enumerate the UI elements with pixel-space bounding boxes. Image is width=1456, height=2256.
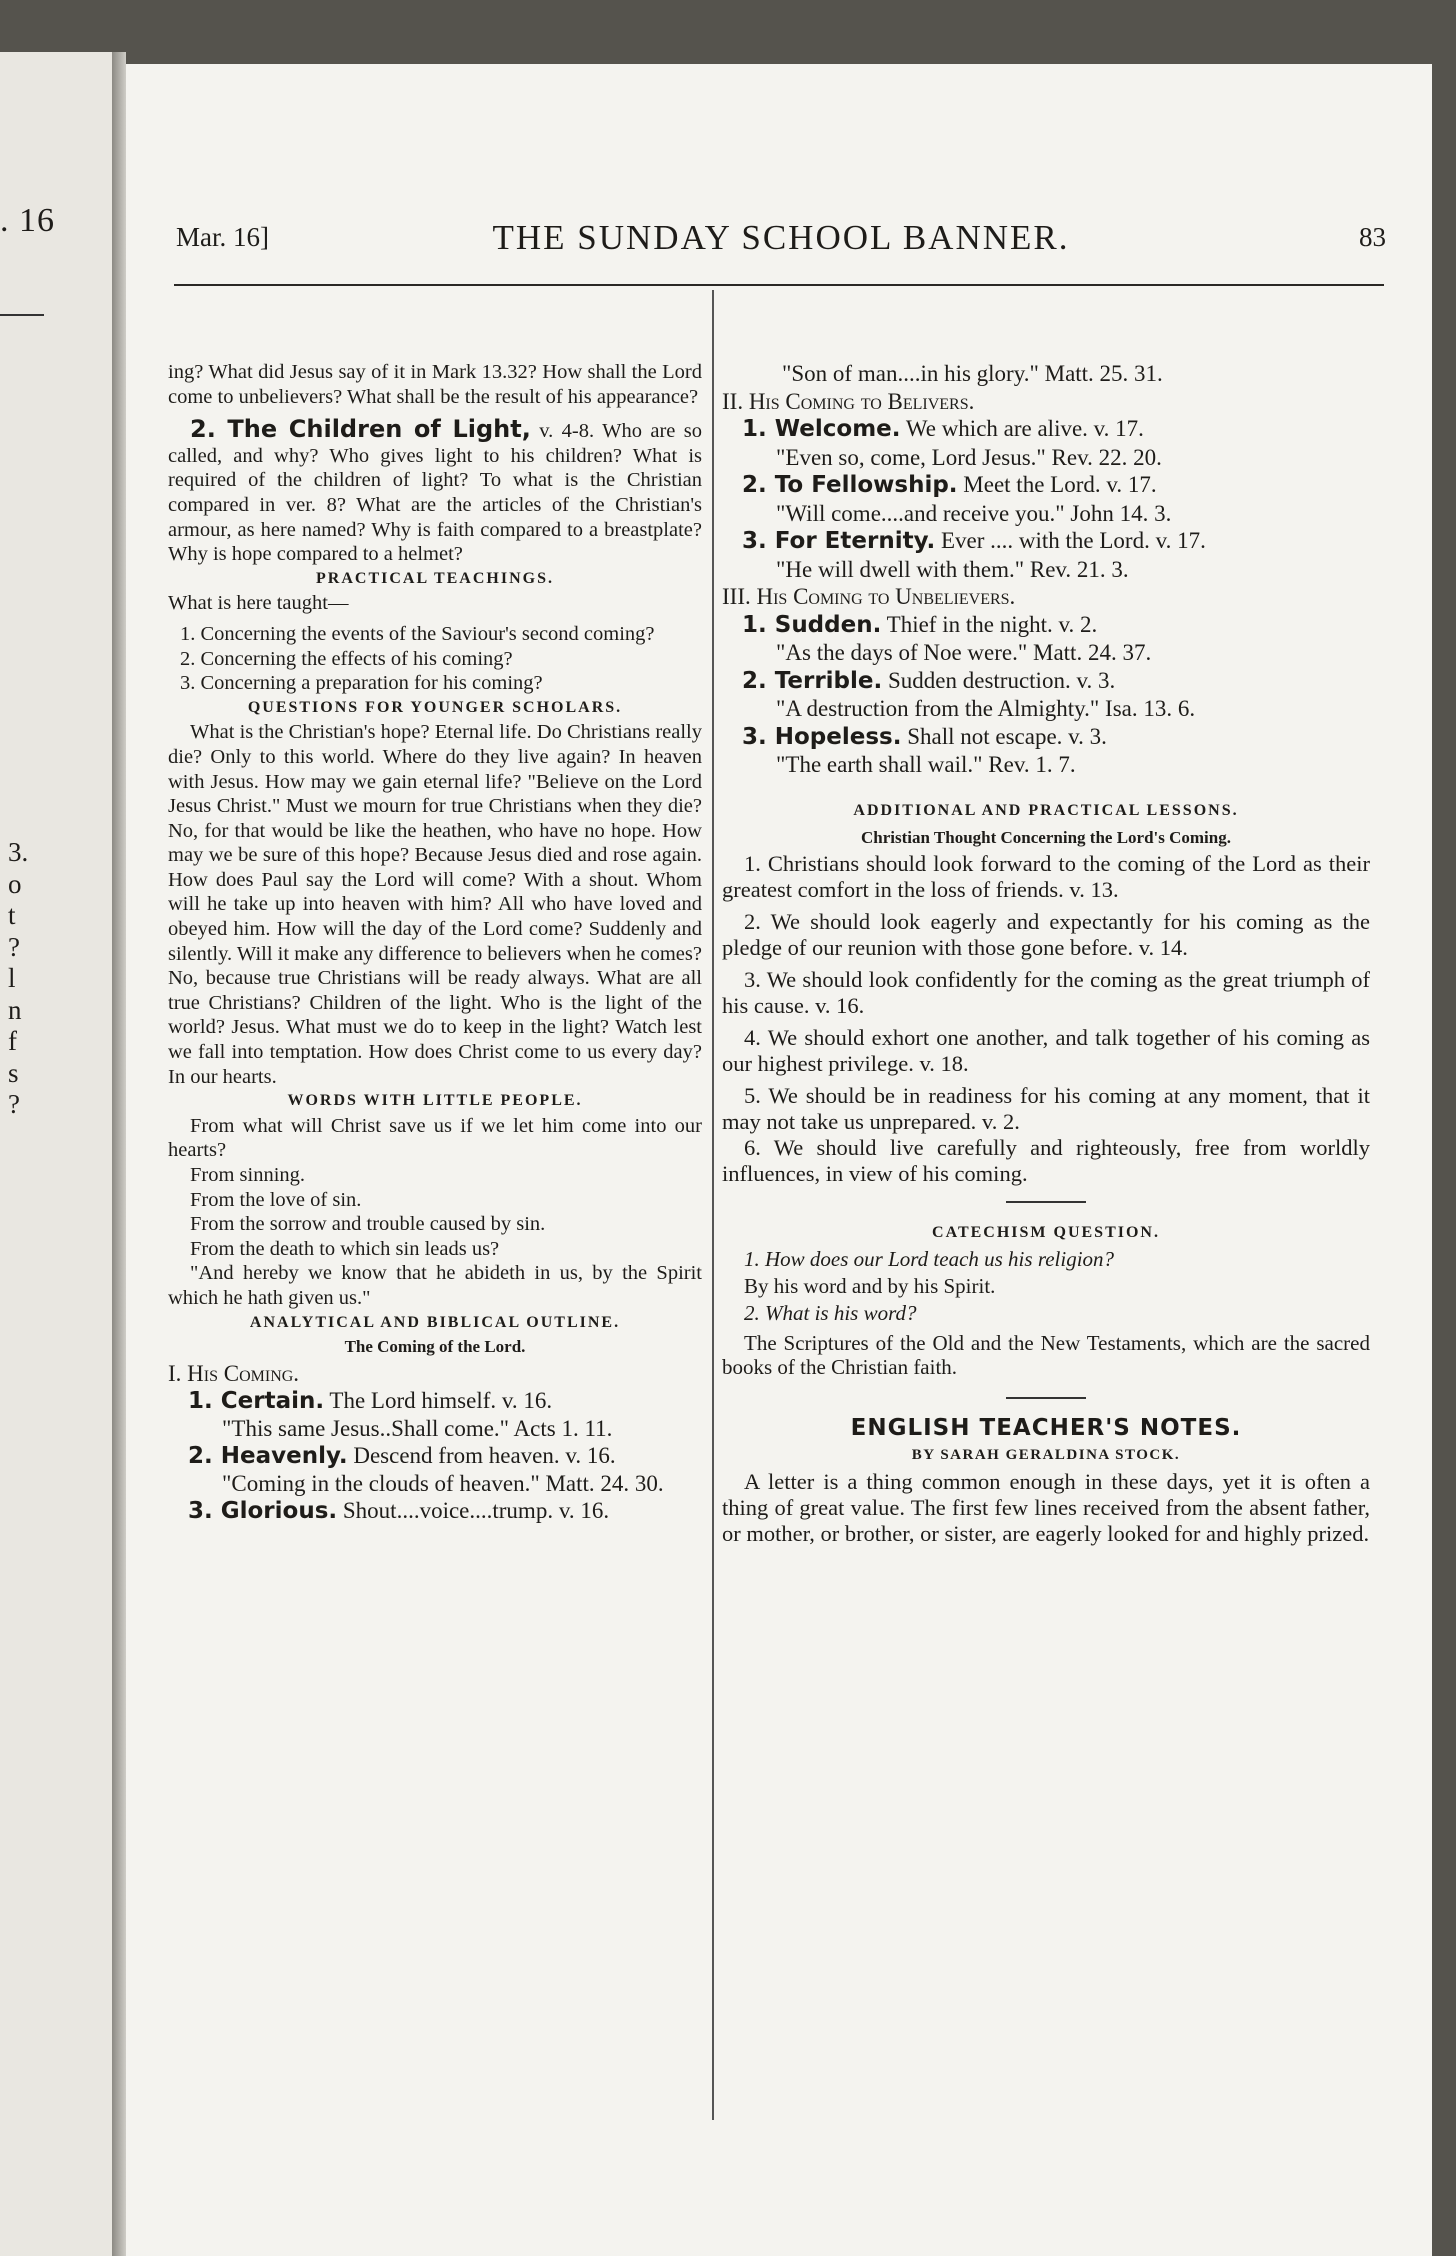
catechism-heading: CATECHISM QUESTION. <box>932 1223 1160 1241</box>
list-item: From the love of sin. <box>190 1188 362 1211</box>
younger-scholars-text: What is the Christian's hope? Eternal life. Do Christians really die? Only to this world. Where do they live again? In heaven with Jesus. How may we gain eternal life? "Believe on the Lord Jesus Christ." Must we mourn for true Christians when they die? No, for that would be like the heathen, who have no hope. How may we be sure of this hope? Because Jesus died and rose again. How does Paul say the Lord will come? With a shout. Whom will he take up into heaven with him? All who have loved and obeyed him. How will the day of the Lord come? Suddenly and silently. Will it make any difference to believers when he comes? No, because true Christians will be ready always. What are all true Christians? Children of the light. Who is the light of the world? Jesus. What must we do to keep in the light? Watch lest we fall into temptation. How does Christ come to us every day? In our hearts. <box>168 721 702 1088</box>
lesson-item: 5. We should be in readiness for his coming at any moment, that it may not take us unprepared. v. 2. <box>722 1082 1370 1134</box>
previous-page-margin-fragments: 3. o t ? l n f s ? <box>8 837 29 1119</box>
list-item: From what will Christ save us if we let him come into our hearts? <box>168 1114 702 1162</box>
list-item: "And hereby we know that he abideth in us, by the Spirit which he hath given us." <box>168 1262 702 1309</box>
section-title: 2. The Children of Light, <box>190 415 531 444</box>
column-divider <box>712 290 714 2120</box>
lesson-item: 3. We should look confidently for the coming as the great triumph of his cause. v. 16. <box>722 966 1370 1018</box>
list-item: From sinning. <box>190 1164 306 1186</box>
book-gutter <box>112 52 126 2256</box>
list-item: 1. Concerning the events of the Saviour's second coming? <box>180 622 655 645</box>
section-divider <box>1006 1201 1086 1203</box>
outline-continued <box>722 360 1370 779</box>
outline-item <box>168 1387 702 1415</box>
section-children-of-light <box>168 417 702 567</box>
outline-heading-III: III. His Coming to Unbelievers. <box>722 584 1016 609</box>
outline-item <box>722 471 1370 500</box>
intro-questions: ing? What did Jesus say of it in Mark 13.32? How shall the Lord come to unbelievers? What shall be the result of his appearance? <box>168 361 702 408</box>
previous-page-edge <box>0 52 112 2256</box>
header-date: Mar. 16] <box>176 222 269 252</box>
catechism-answer: The Scriptures of the Old and the New Testaments, which are the sacred books of the Christian faith. <box>722 1330 1370 1379</box>
teachers-notes-byline: BY SARAH GERALDINA STOCK. <box>911 1446 1181 1463</box>
outline-item-text: Shall not escape. v. 3. <box>901 723 1107 749</box>
outline-item-text: Shout....voice....trump. v. 16. <box>337 1497 610 1523</box>
list-item: 2. Concerning the effects of his coming? <box>180 647 513 670</box>
right-column <box>722 360 1370 1547</box>
outline-heading: ANALYTICAL AND BIBLICAL OUTLINE. <box>249 1313 621 1331</box>
catechism-answer: By his word and by his Spirit. <box>744 1273 996 1298</box>
lesson-item: 6. We should live carefully and righteously, free from worldly influences, in view of his coming. <box>722 1134 1370 1186</box>
outline-item-text: The Lord himself. v. 16. <box>324 1387 553 1413</box>
header-title: THE SUNDAY SCHOOL BANNER. <box>492 218 1070 257</box>
outline-item <box>722 723 1370 752</box>
outline-item <box>722 415 1370 444</box>
outline-quote: "He will dwell with them." Rev. 21. 3. <box>776 556 1129 582</box>
words-lines <box>168 1114 702 1311</box>
catechism-question: 2. What is his word? <box>744 1300 917 1325</box>
outline-part-one <box>168 1360 702 1525</box>
outline-item-label: 3. For Eternity. <box>742 528 936 554</box>
header-page-number: 83 <box>1359 222 1386 252</box>
outline-item <box>722 611 1370 640</box>
teachers-notes-heading: ENGLISH TEACHER'S NOTES. <box>850 1414 1242 1441</box>
outline-heading-I: I. His Coming. <box>168 1360 300 1386</box>
list-item: 3. Concerning a preparation for his coming? <box>180 672 543 695</box>
section-text: v. 4-8. Who are so called, and why? Who gives light to his children? What is required of the children of light? To what is the Christian compared in ver. 8? What are the articles of the Christian's armour, as here named? Why is faith compared to a breastplate? Why is hope compared to a helmet? <box>168 420 702 566</box>
outline-item <box>722 667 1370 696</box>
catechism-question: 1. How does our Lord teach us his religion? <box>744 1246 1115 1271</box>
outline-quote: "Coming in the clouds of heaven." Matt. 24. 30. <box>222 1470 664 1496</box>
outline-subheading: The Coming of the Lord. <box>344 1337 526 1357</box>
previous-page-number: . 16 <box>0 202 55 239</box>
outline-quote: "Even so, come, Lord Jesus." Rev. 22. 20. <box>776 444 1162 470</box>
outline-quote: "Will come....and receive you." John 14. 3. <box>776 500 1172 526</box>
outline-quote: "As the days of Noe were." Matt. 24. 37. <box>776 640 1152 665</box>
teachers-notes-text: A letter is a thing common enough in these days, yet it is often a thing of great value. The first few lines received from the absent father, or mother, or brother, or sister, are eagerly looked for and highly prized. <box>722 1468 1370 1546</box>
lesson-item: 4. We should exhort one another, and talk together of his coming as our highest privilege. v. 18. <box>722 1024 1370 1076</box>
outline-heading-II: II. His Coming to Belivers. <box>722 388 975 414</box>
left-column <box>168 360 702 1525</box>
practical-intro: What is here taught— <box>168 592 349 615</box>
outline-item-label: 1. Certain. <box>188 1387 325 1414</box>
page <box>126 64 1432 2256</box>
section-divider <box>1006 1397 1086 1399</box>
outline-item-text: Meet the Lord. v. 17. <box>957 472 1157 497</box>
lessons-subheading: Christian Thought Concerning the Lord's Coming. <box>861 827 1231 847</box>
previous-page-rule <box>0 314 44 316</box>
outline-item-label: 3. Hopeless. <box>742 723 902 750</box>
outline-item <box>722 527 1370 556</box>
outline-item-label: 3. Glorious. <box>188 1497 338 1524</box>
outline-item-text: Thief in the night. v. 2. <box>881 611 1098 637</box>
outline-item-text: We which are alive. v. 17. <box>900 416 1144 441</box>
lesson-item: 1. Christians should look forward to the coming of the Lord as their greatest comfort in the loss of friends. v. 13. <box>722 850 1370 902</box>
running-header <box>176 218 1386 272</box>
outline-item-text: Ever .... with the Lord. v. 17. <box>935 528 1206 553</box>
header-rule <box>174 284 1384 286</box>
outline-quote: "A destruction from the Almighty." Isa. 13. 6. <box>776 696 1196 721</box>
outline-quote: "This same Jesus..Shall come." Acts 1. 11. <box>222 1415 613 1441</box>
practical-list <box>168 622 702 696</box>
lessons-heading: ADDITIONAL AND PRACTICAL LESSONS. <box>853 801 1239 819</box>
outline-item <box>168 1442 702 1470</box>
outline-item-label: 1. Welcome. <box>742 416 901 442</box>
practical-teachings-heading: PRACTICAL TEACHINGS. <box>316 569 554 587</box>
lessons-list <box>722 851 1370 1187</box>
younger-scholars-heading: QUESTIONS FOR YOUNGER SCHOLARS. <box>247 698 623 716</box>
lesson-item: 2. We should look eagerly and expectantly for his coming as the pledge of our reunion with those gone before. v. 14. <box>722 908 1370 960</box>
outline-item <box>168 1497 702 1525</box>
outline-item-label: 2. Terrible. <box>742 667 883 694</box>
words-little-people-heading: WORDS WITH LITTLE PEOPLE. <box>287 1092 583 1110</box>
list-item: From the sorrow and trouble caused by sin. <box>190 1213 546 1236</box>
outline-item-label: 2. Heavenly. <box>188 1442 348 1469</box>
catechism-body <box>722 1246 1370 1379</box>
outline-item-label: 1. Sudden. <box>742 611 882 638</box>
list-item: From the death to which sin leads us? <box>190 1237 500 1260</box>
outline-item-text: Sudden destruction. v. 3. <box>882 667 1116 693</box>
outline-quote: "The earth shall wail." Rev. 1. 7. <box>776 752 1076 777</box>
outline-item-text: Descend from heaven. v. 16. <box>347 1442 616 1468</box>
outline-item-label: 2. To Fellowship. <box>742 472 958 498</box>
outline-quote: "Son of man....in his glory." Matt. 25. 31. <box>782 361 1163 386</box>
